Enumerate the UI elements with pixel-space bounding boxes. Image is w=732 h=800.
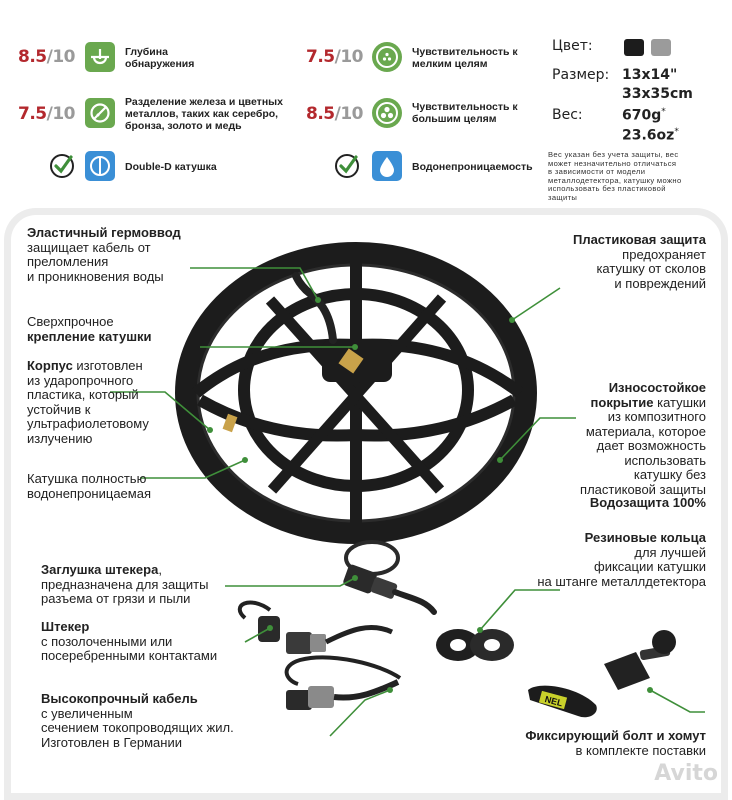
- feature-label: Водонепроницаемость: [412, 161, 533, 173]
- size-inches: 13x14": [622, 67, 678, 83]
- rating-label: Разделение железа и цветных металлов, таких как серебро, бронза, золото и медь: [125, 96, 283, 132]
- cable-image: [286, 657, 400, 710]
- callout-housing: Корпус изготовлен из ударопрочного пластика, который устойчив к ультрафиолетовому излучению: [27, 358, 149, 446]
- callout-rubber-rings: Резиновые кольца для лучшей фиксации катушки на штанге металлдетектора: [537, 530, 706, 589]
- callout-guard: Пластиковая защита предохраняет катушку от сколов и повреждений: [572, 232, 706, 291]
- avito-watermark: Avito: [654, 761, 718, 786]
- callout-cable-gland: Эластичный гермоввод защищает кабель от преломления и проникновения воды: [27, 225, 181, 284]
- weight-note: Вес указан без учета защиты, вес может незначительно отличаться в зависимости от модели металлодетектора, катушку можно использовать без пластиковой защиты: [548, 150, 682, 202]
- weight-grams: 670g*: [622, 107, 666, 124]
- rating-label: Чувствительность к большим целям: [412, 101, 518, 125]
- callout-plug-cap: Заглушка штекера, предназначена для защиты разъема от грязи и пыли: [41, 562, 209, 606]
- rating-score: 7.5/10: [18, 104, 75, 124]
- callout-bolt-clamp: Фиксирующий болт и хомут в комплекте поставки: [525, 728, 706, 758]
- weight-ounces: 23.6oz*: [622, 127, 679, 144]
- callout-water-protection: Водозащита 100%: [589, 495, 706, 510]
- callout-coating: Износостойкое покрытие катушки из композитного материала, которое дает возможность использовать катушку без пластиковой защиты: [580, 380, 706, 497]
- callout-cable: Высокопрочный кабель с увеличенным сечением токопроводящих жил. Изготовлен в Германии: [41, 691, 234, 750]
- rating-label: Глубина обнаружения: [125, 46, 195, 70]
- callout-mount: Сверхпрочное крепление катушки: [27, 314, 152, 344]
- rating-score: 7.5/10: [306, 47, 363, 67]
- bolt-and-clamp-image: [528, 630, 676, 717]
- color-label: Цвет:: [552, 38, 593, 54]
- strap-brand-text: NEL: [543, 694, 564, 709]
- rating-score: 8.5/10: [306, 104, 363, 124]
- rubber-rings-image: [436, 629, 514, 661]
- size-cm: 33x35cm: [622, 86, 693, 102]
- weight-label: Вес:: [552, 107, 583, 123]
- connector-image: [240, 602, 392, 654]
- callout-sealed: Катушка полностью водонепроницаемая: [27, 471, 151, 501]
- callout-connector: Штекер с позолоченными или посеребренными контактами: [41, 619, 218, 663]
- feature-label: Double-D катушка: [125, 161, 217, 173]
- rating-label: Чувствительность к мелким целям: [412, 46, 518, 70]
- search-coil-image: [186, 253, 526, 533]
- rating-score: 8.5/10: [18, 47, 75, 67]
- size-label: Размер:: [552, 67, 610, 83]
